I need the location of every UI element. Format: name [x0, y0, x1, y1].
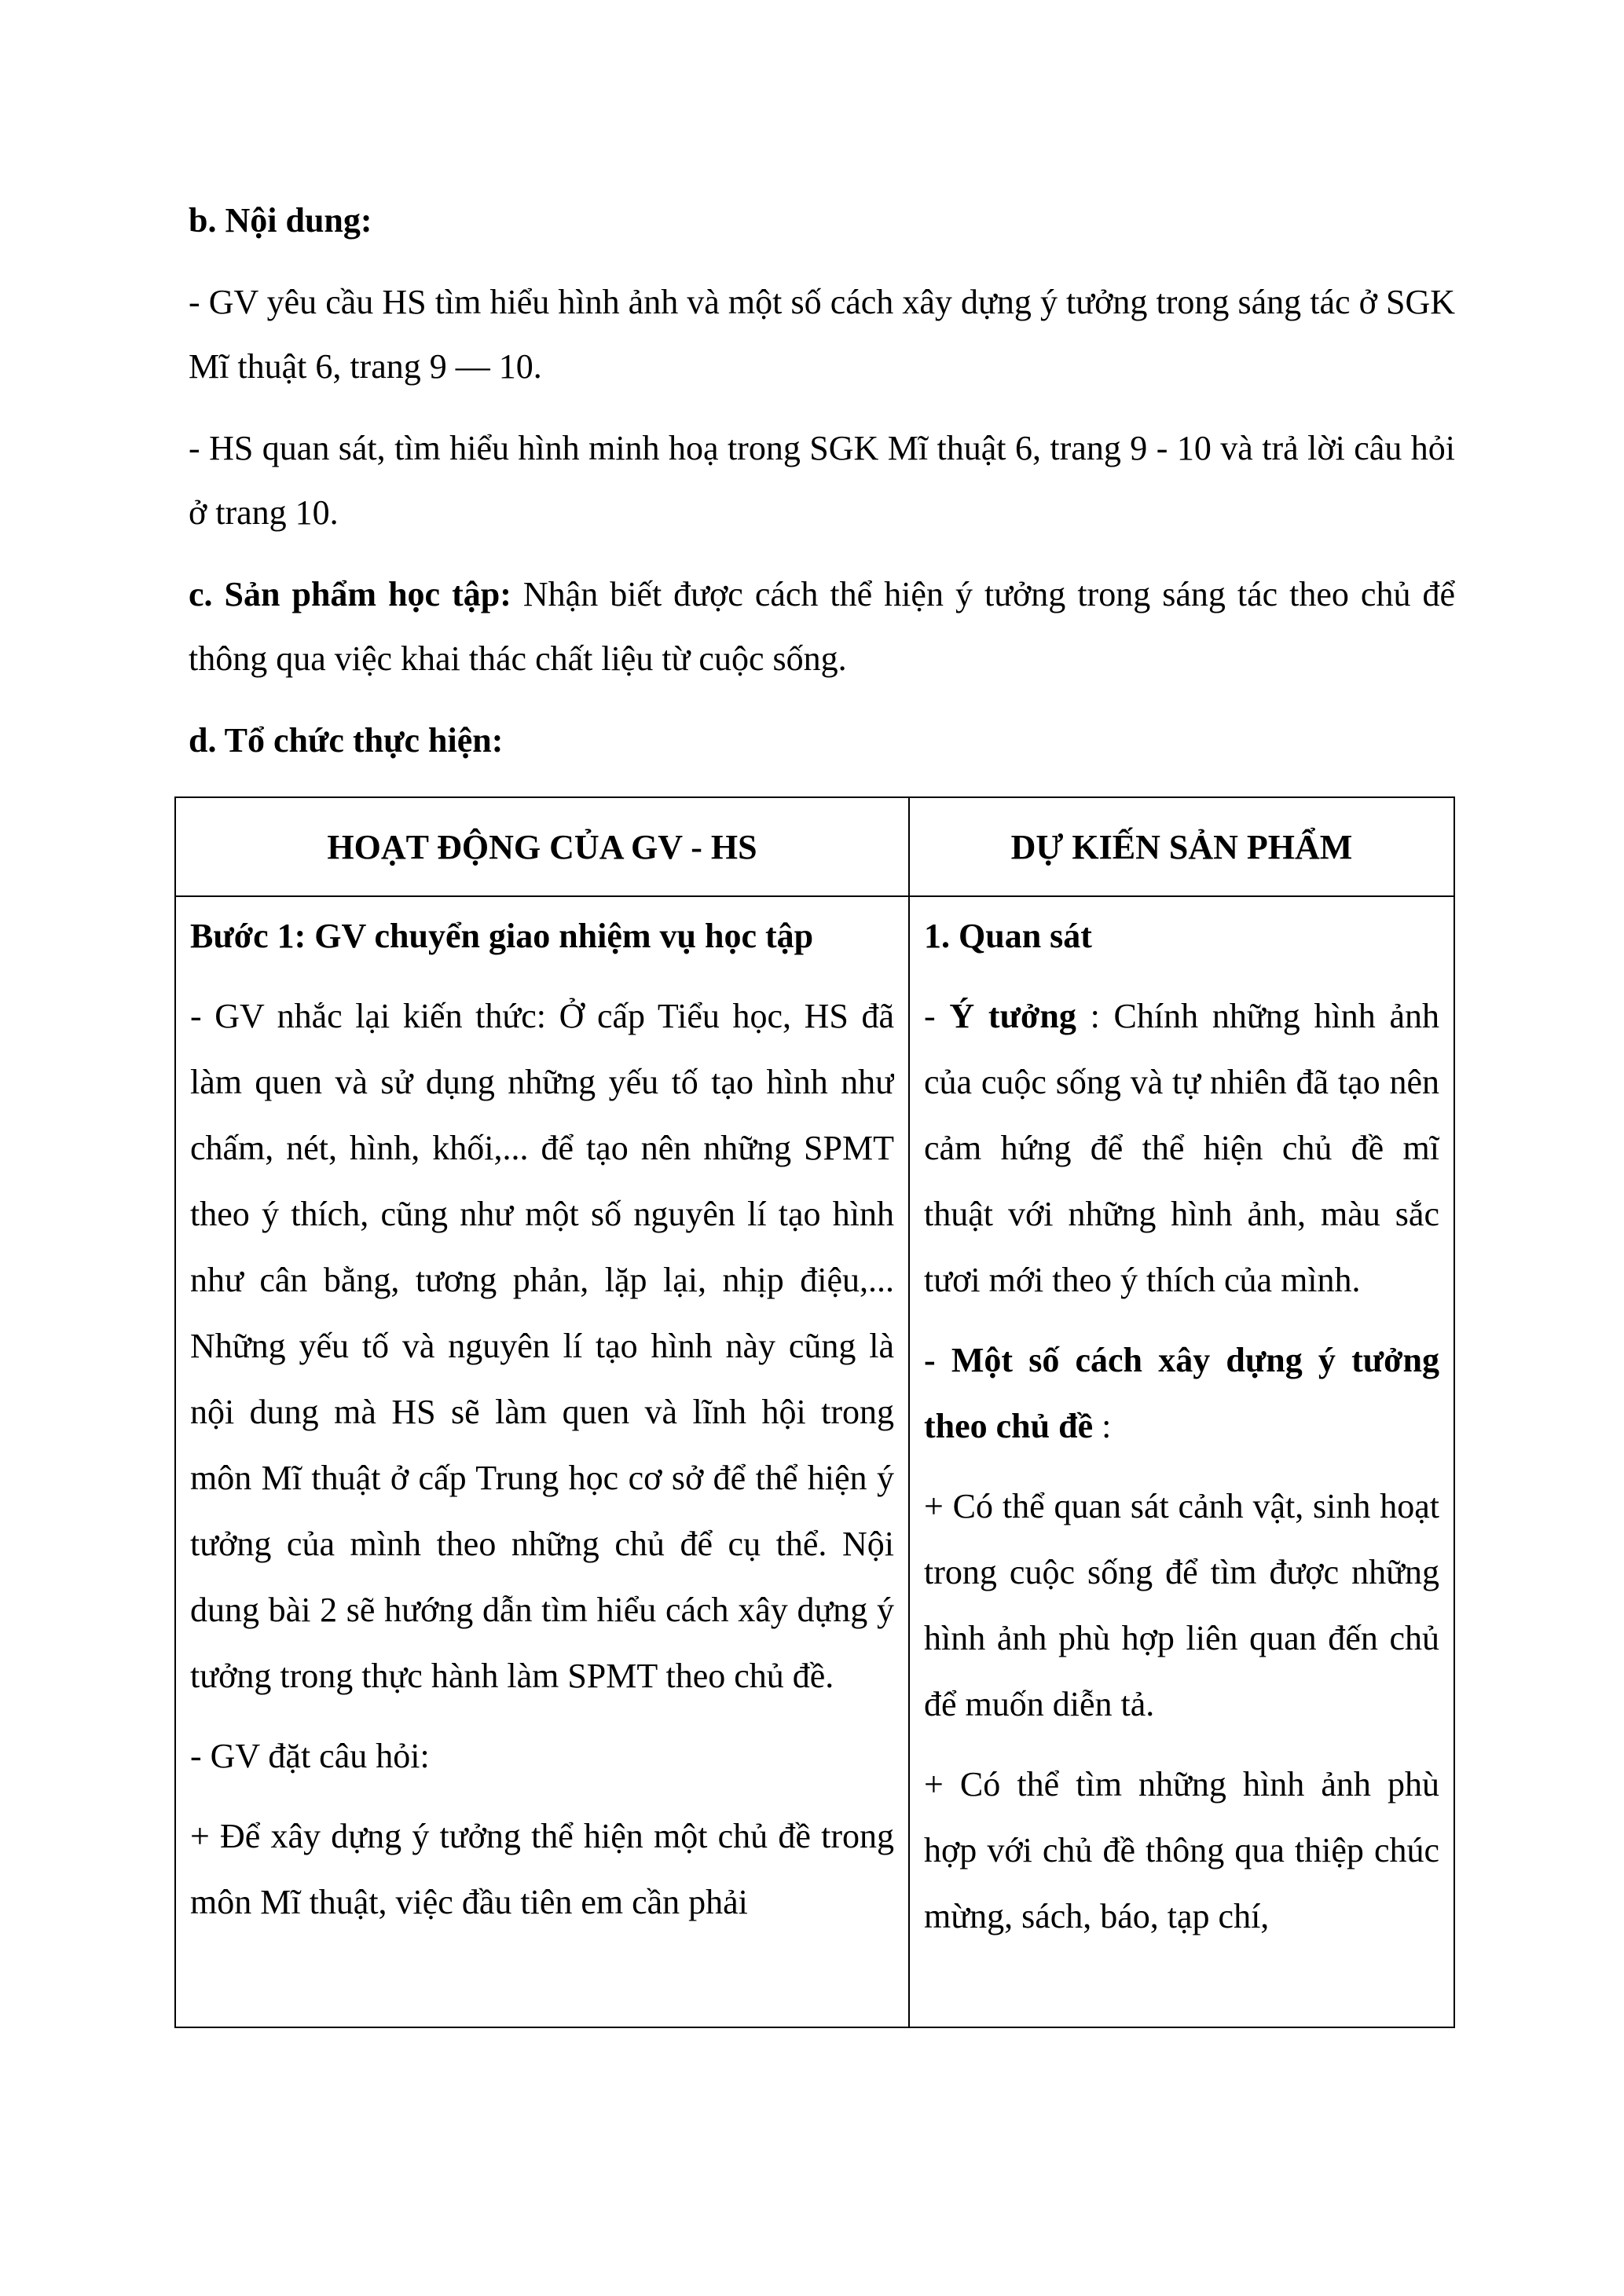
table-row — [175, 896, 1454, 2027]
section-c — [189, 562, 1455, 691]
idea-label: Ý tưởng — [949, 997, 1076, 1035]
step-heading: Bước 1: GV chuyển giao nhiệm vụ học tập — [190, 917, 814, 955]
activity-table — [174, 796, 1455, 2028]
teacher-question: + Để xây dựng ý tưởng thể hiện một chủ đề trong môn Mĩ thuật, việc đầu tiên em cần phải — [190, 1817, 894, 1921]
method-item-2: + Có thể tìm những hình ảnh phù hợp với chủ đề thông qua thiệp chúc mừng, sách, báo, tạp chí, — [924, 1765, 1439, 1935]
header-activities: HOẠT ĐỘNG CỦA GV - HS — [175, 797, 909, 896]
paragraph-b2: - HS quan sát, tìm hiểu hình minh hoạ trong SGK Mĩ thuật 6, trang 9 - 10 và trả lời câu hỏi ở trang 10. — [189, 429, 1455, 532]
methods-heading: - Một số cách xây dựng ý tưởng theo chủ đề : — [924, 1341, 1439, 1445]
section-c-text: Nhận biết được cách thể hiện ý tưởng trong sáng tác theo chủ để thông qua việc khai thác chất liệu từ cuộc sống. — [189, 575, 1455, 678]
header-expected-products: DỰ KIẾN SẢN PHẨM — [909, 797, 1454, 896]
method-item-1: + Có thể quan sát cảnh vật, sinh hoạt trong cuộc sống để tìm được những hình ảnh phù hợp liên quan đến chủ để muốn diễn tả. — [924, 1487, 1439, 1723]
section-heading-d: d. Tổ chức thực hiện: — [189, 721, 504, 760]
document-page — [189, 189, 1455, 773]
observe-heading: 1. Quan sát — [924, 917, 1092, 955]
idea-paragraph: - Ý tưởng : Chính những hình ảnh của cuộc sống và tự nhiên đã tạo nên cảm hứng để thể hiện chủ đề mĩ thuật với những hình ảnh, màu sắc tươi mới theo ý thích của mình. — [924, 997, 1439, 1299]
teacher-recap: - GV nhắc lại kiến thức: Ở cấp Tiểu học, HS đã làm quen và sử dụng những yếu tố tạo hình như chấm, nét, hình, khối,... để tạo nên những SPMT theo ý thích, cũng như một số nguyên lí tạo hình như cân bằng, tương phản, lặp lại, nhịp điệu,... Những yếu tố và nguyên lí tạo hình này cũng là nội dung mà HS sẽ làm quen và lĩnh hội trong môn Mĩ thuật ở cấp Trung học cơ sở để thể hiện ý tưởng của mình theo những chủ để cụ thể. Nội dung bài 2 sẽ hướng dẫn tìm hiểu cách xây dựng ý tưởng trong thực hành làm SPMT theo chủ đề. — [190, 997, 894, 1695]
paragraph-b1: - GV yêu cầu HS tìm hiểu hình ảnh và một số cách xây dựng ý tưởng trong sáng tác ở SGK Mĩ thuật 6, trang 9 — 10. — [189, 283, 1455, 386]
section-heading-c: c. Sản phẩm học tập: — [189, 575, 511, 613]
teacher-question-intro: - GV đặt câu hỏi: — [190, 1737, 430, 1775]
table-header-row — [175, 797, 1454, 896]
section-heading-b: b. Nội dung: — [189, 201, 372, 240]
cell-activities — [175, 896, 909, 2027]
cell-expected-products — [909, 896, 1454, 2027]
